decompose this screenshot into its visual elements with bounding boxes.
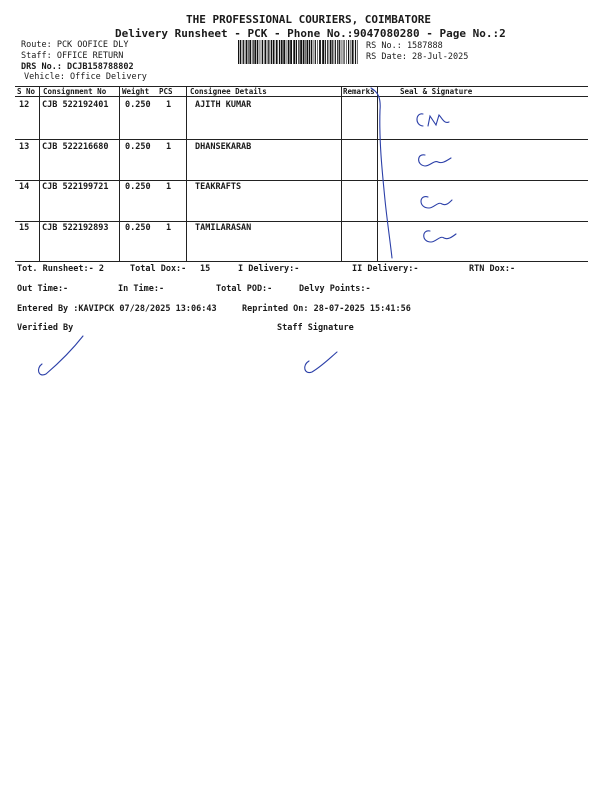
header-remarks: Remarks [343, 87, 375, 96]
row-sno: 13 [19, 142, 30, 152]
staff-signature-label: Staff Signature [277, 323, 354, 333]
header-seal-signature: Seal & Signature [400, 87, 473, 96]
row-consignment: CJB 522192893 [42, 223, 109, 233]
vehicle-field: Vehicle: Office Delivery [24, 72, 147, 82]
runsheet-table [15, 86, 588, 262]
company-name: THE PROFESSIONAL COURIERS, COIMBATORE [186, 13, 432, 26]
tot-runsheet: Tot. Runsheet:- 2 [17, 264, 104, 274]
header-pcs: PCS [159, 87, 173, 96]
row-sno: 12 [19, 100, 30, 110]
reprinted-on: Reprinted On: 28-07-2025 15:41:56 [242, 304, 411, 314]
header-consignee: Consignee Details [190, 87, 267, 96]
row-consignment: CJB 522192401 [42, 100, 109, 110]
route-field: Route: PCK OOFICE DLY [21, 40, 129, 50]
rs-number: RS No.: 1587888 [366, 41, 443, 51]
barcode-image [237, 40, 361, 64]
row-sno: 15 [19, 223, 30, 233]
rs-date: RS Date: 28-Jul-2025 [366, 52, 469, 62]
entered-by: Entered By :KAVIPCK 07/28/2025 13:06:43 [17, 304, 217, 314]
row-consignment: CJB 522216680 [42, 142, 109, 152]
row-pcs: 1 [166, 100, 172, 110]
header-weight: Weight [122, 87, 150, 96]
row-consignment: CJB 522199721 [42, 182, 109, 192]
row-pcs: 1 [166, 182, 172, 192]
header-consignment: Consignment No [43, 87, 107, 96]
row-pcs: 1 [166, 142, 172, 152]
row-sno: 14 [19, 182, 30, 192]
row-consignee: TEAKRAFTS [195, 182, 242, 192]
row-consignee: AJITH KUMAR [195, 100, 252, 110]
staff-field: Staff: OFFICE RETURN [21, 51, 124, 61]
ii-delivery: II Delivery:- [352, 264, 419, 274]
header-sno: S No [17, 87, 36, 96]
total-dox-label: Total Dox:- [130, 264, 187, 274]
total-dox-value: 15 [200, 264, 211, 274]
verified-by-signature [39, 336, 83, 375]
total-pod: Total POD:- [216, 284, 273, 294]
verified-by-label: Verified By [17, 323, 74, 333]
row-consignee: DHANSEKARAB [195, 142, 252, 152]
row-weight: 0.250 [125, 223, 151, 233]
in-time: In Time:- [118, 284, 165, 294]
row-weight: 0.250 [125, 182, 151, 192]
delvy-points: Delvy Points:- [299, 284, 371, 294]
row-consignee: TAMILARASAN [195, 223, 252, 233]
runsheet-title: Delivery Runsheet - PCK - Phone No.:9047080280 - Page No.:2 [115, 27, 506, 40]
row-weight: 0.250 [125, 100, 151, 110]
staff-signature-mark [305, 352, 337, 373]
out-time: Out Time:- [17, 284, 69, 294]
drs-number: DRS No.: DCJB158788802 [21, 62, 134, 72]
rtn-dox: RTN Dox:- [469, 264, 516, 274]
row-weight: 0.250 [125, 142, 151, 152]
i-delivery: I Delivery:- [238, 264, 300, 274]
row-pcs: 1 [166, 223, 172, 233]
